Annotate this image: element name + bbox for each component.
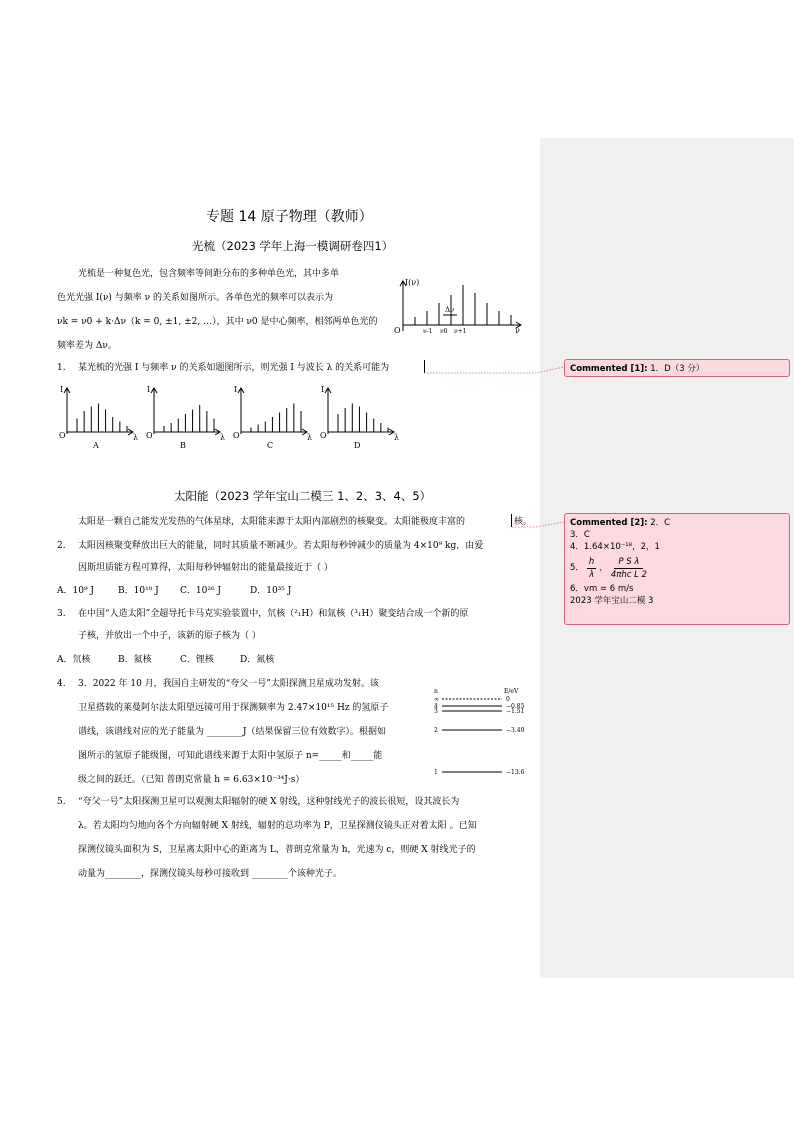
q2-option-d: D．10³⁵ J	[250, 586, 292, 596]
q4-line2: 卫星搭载的莱曼阿尔法太阳望远镜可用于探测频率为 2.47×10¹⁵ Hz 的氢原子	[78, 703, 389, 713]
energy-level-n: 2	[434, 727, 438, 734]
option-label: D	[354, 441, 361, 450]
fraction-2-den: 4πhc L 2	[610, 569, 647, 580]
energy-level-e: 0	[506, 696, 510, 703]
energy-n-header: n	[434, 688, 438, 695]
q5-line4: 动量为________，探测仪镜头每秒可接收到 ________个该种光子。	[78, 869, 342, 879]
q3-option-b: B．氦核	[118, 655, 152, 665]
q2-number: 2.	[57, 541, 66, 551]
option-ylabel: I	[234, 385, 238, 394]
graph-tick-nu0: ν0	[440, 328, 448, 335]
section1-heading: 光梳（2023 学年上海一模调研卷四1）	[192, 239, 394, 253]
connector-2	[512, 522, 564, 527]
comment-2-line-q4: 4．1.64×10⁻¹⁸，2，1	[570, 542, 660, 552]
energy-level-n: ∞	[434, 696, 439, 703]
q4-number: 4.	[57, 679, 66, 689]
q5-line1: “夸父一号”太阳探测卫星可以观测太阳辐射的硬 X 射线，这种射线光子的波长很短，设其波长为	[78, 797, 460, 807]
energy-level-e: −3.40	[506, 727, 525, 734]
option-label: C	[267, 441, 274, 450]
option-origin: O	[233, 431, 240, 440]
comment-2-q5: 5． $\frac{h}{\lambda}$ ， P S λ 4πhc L 2	[570, 556, 647, 580]
q2-option-b: B．10¹⁸ J	[118, 586, 159, 596]
option-ylabel: I	[60, 385, 64, 394]
comment-1-text: 1．D（3 分）	[650, 364, 705, 374]
option-label: B	[180, 441, 186, 450]
q3-line2: 子核，并放出一个中子，该新的原子核为（ ）	[78, 631, 261, 641]
comment-1[interactable]	[564, 359, 790, 377]
q2-option-c: C．10²⁶ J	[180, 586, 222, 596]
graph-origin: O	[394, 326, 401, 335]
page-title: 专题 14 原子物理（教师）	[206, 209, 373, 225]
graph-xlabel: ν	[515, 326, 520, 335]
option-xlabel: λ	[220, 433, 226, 442]
q4-line1: 3．2022 年 10 月，我国自主研发的“夸父一号”太阳探测卫星成功发射。该	[78, 679, 379, 689]
q5-line2: λ。若太阳均匀地向各个方向辐射硬 X 射线，辐射的总功率为 P，卫星探测仪镜头正对着太阳 。已知	[78, 821, 477, 831]
section1-intro-line1: 光梳是一种复色光，包含频率等间距分布的多种单色光，其中多单	[78, 269, 340, 279]
energy-e-header: E/eV	[504, 688, 519, 695]
option-origin: O	[320, 431, 327, 440]
comment-2-line-q3: 3．C	[570, 530, 590, 540]
fraction-1	[587, 556, 596, 581]
section1-intro-line3: νk = ν0 + k·Δν（k = 0, ±1, ±2, …），其中 ν0 是中心频率，相邻两单色光的	[57, 317, 378, 327]
q5-number: 5.	[57, 797, 66, 807]
option-ylabel: I	[147, 385, 151, 394]
comment-2[interactable]	[564, 513, 790, 625]
option-origin: O	[59, 431, 66, 440]
comment-2-source: 2023 学年宝山二模 3	[570, 596, 654, 606]
fraction-1-den: λ	[589, 569, 595, 580]
comment-2-line-q6: 6．vm = 6 m/s	[570, 584, 634, 594]
connector-1	[424, 367, 564, 373]
q4-line5: 级之间的跃迁。（已知 普朗克常量 h = 6.63×10⁻³⁴J·s）	[78, 775, 305, 785]
q2-line1: 太阳因核聚变释放出巨大的能量，同时其质量不断减少。若太阳每秒钟减少的质量为 4×10⁹ kg，由爱	[78, 541, 484, 551]
q1-text: 某光梳的光强 I 与频率 ν 的关系如题图所示，则光强 I 与波长 λ 的关系可能为	[78, 363, 390, 373]
comment-2-text: 2．C	[650, 518, 671, 528]
fraction-2	[611, 556, 647, 581]
option-ylabel: I	[321, 385, 325, 394]
option-xlabel: λ	[307, 433, 313, 442]
section1-intro-line2: 色光光强 I(ν) 与频率 ν 的关系如图所示。各单色光的频率可以表示为	[57, 293, 333, 303]
option-origin: O	[146, 431, 153, 440]
graph-ylabel: I(ν)	[405, 278, 420, 287]
q3-option-c: C．锂核	[180, 655, 214, 665]
q1-number: 1.	[57, 363, 66, 373]
section2-intro: 太阳是一颗自己能发光发热的气体星球，太阳能来源于太阳内部剧烈的核聚变。太阳能极度丰富的	[78, 517, 466, 527]
q3-option-a: A．氘核	[57, 655, 91, 665]
q2-line2: 因斯坦质能方程可算得，太阳每秒钟辐射出的能量最接近于（ ）	[78, 563, 333, 573]
energy-level-e: −13.6	[506, 769, 525, 776]
energy-level-n: 3	[434, 708, 438, 715]
q3-option-d: D．氮核	[240, 655, 275, 665]
energy-level-e: −1.51	[506, 708, 525, 715]
q3-number: 3.	[57, 609, 66, 619]
q5-line3: 探测仪镜头面积为 S，卫星离太阳中心的距离为 L，普朗克常量为 h，光速为 c，则硬 X 射线光子的	[78, 845, 476, 855]
section1-intro-line4: 频率差为 Δν。	[57, 341, 117, 351]
comment-1-tag: Commented [1]:	[570, 364, 648, 374]
energy-level-n: 1	[434, 769, 438, 776]
option-xlabel: λ	[133, 433, 139, 442]
fraction-2-num: P S λ	[614, 556, 643, 569]
section2-intro-end: 核。	[514, 517, 533, 527]
energy-level-n: 4	[434, 703, 438, 710]
comment-2-tag: Commented [2]:	[570, 518, 648, 528]
comment-2-line-q5: 5．	[570, 563, 584, 573]
option-label: A	[93, 441, 99, 450]
energy-level-e: −0.85	[506, 703, 525, 710]
q4-line3: 谱线，该谱线对应的光子能量为 ________J（结果保留三位有效数字）。根据如	[78, 727, 386, 737]
section2-heading: 太阳能（2023 学年宝山二模三 1、2、3、4、5）	[174, 489, 432, 503]
q2-option-a: A．10⁹ J	[57, 586, 95, 596]
q3-line1: 在中国“人造太阳”全超导托卡马克实验装置中，氘核（²₁H）和氚核（³₁H）聚变结合成一个新的原	[78, 609, 469, 619]
graph-tick-nu-minus1: ν-1	[423, 328, 433, 335]
graph-delta-label: Δν	[445, 306, 455, 314]
fraction-1-num: h	[588, 556, 595, 567]
graph-tick-nu-plus1: ν+1	[454, 328, 467, 335]
q4-line4: 图所示的氢原子能级图，可知此谱线来源于太阳中氢原子 n=_____和_____能	[78, 751, 383, 761]
option-xlabel: λ	[394, 433, 400, 442]
